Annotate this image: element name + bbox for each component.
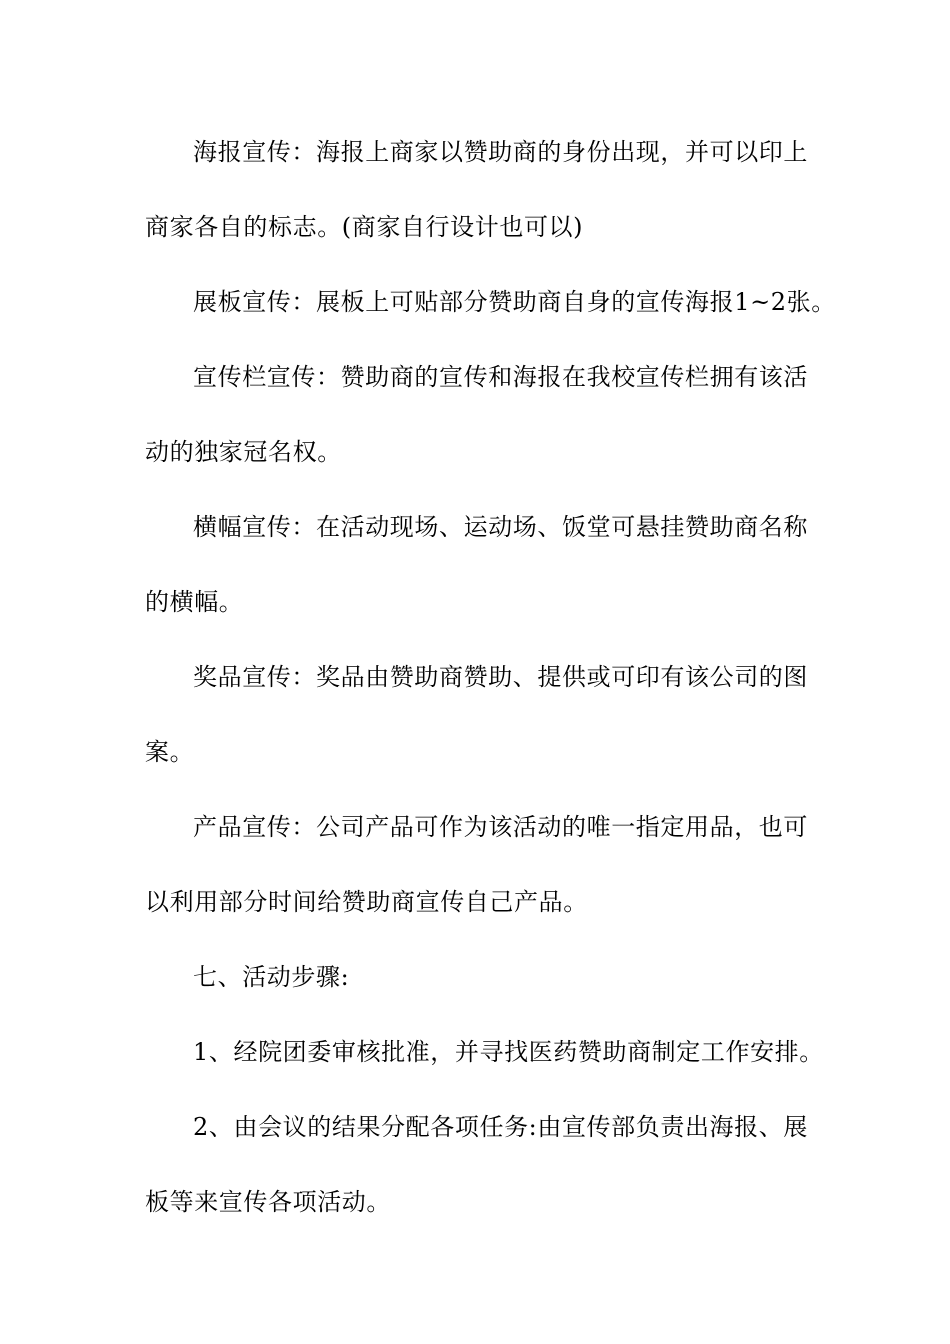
- section-heading-activity-steps: 七、活动步骤:: [193, 963, 350, 991]
- paragraph-display-board: 展板宣传：展板上可贴部分赞助商自身的宣传海报1~2张。: [193, 288, 836, 316]
- paragraph-banner-line-1: 横幅宣传：在活动现场、运动场、饭堂可悬挂赞助商名称: [193, 513, 808, 541]
- paragraph-prize-line-2: 案。: [145, 738, 195, 766]
- paragraph-prize-line-1: 奖品宣传：奖品由赞助商赞助、提供或可印有该公司的图: [193, 663, 808, 691]
- paragraph-banner-line-2: 的横幅。: [145, 588, 244, 616]
- paragraph-product-line-2: 以利用部分时间给赞助商宣传自己产品。: [145, 888, 588, 916]
- paragraph-poster-line-1: 海报宣传：海报上商家以赞助商的身份出现，并可以印上: [193, 138, 808, 166]
- paragraph-bulletin-line-2: 动的独家冠名权。: [145, 438, 342, 466]
- step-2-line-2: 板等来宣传各项活动。: [145, 1188, 391, 1216]
- paragraph-bulletin-line-1: 宣传栏宣传：赞助商的宣传和海报在我校宣传栏拥有该活: [193, 363, 808, 391]
- paragraph-product-line-1: 产品宣传：公司产品可作为该活动的唯一指定用品，也可: [193, 813, 808, 841]
- step-1: 1、经院团委审核批准，并寻找医药赞助商制定工作安排。: [193, 1038, 824, 1066]
- paragraph-poster-line-2: 商家各自的标志。(商家自行设计也可以): [145, 213, 584, 241]
- step-2-line-1: 2、由会议的结果分配各项任务:由宣传部负责出海报、展: [193, 1113, 808, 1141]
